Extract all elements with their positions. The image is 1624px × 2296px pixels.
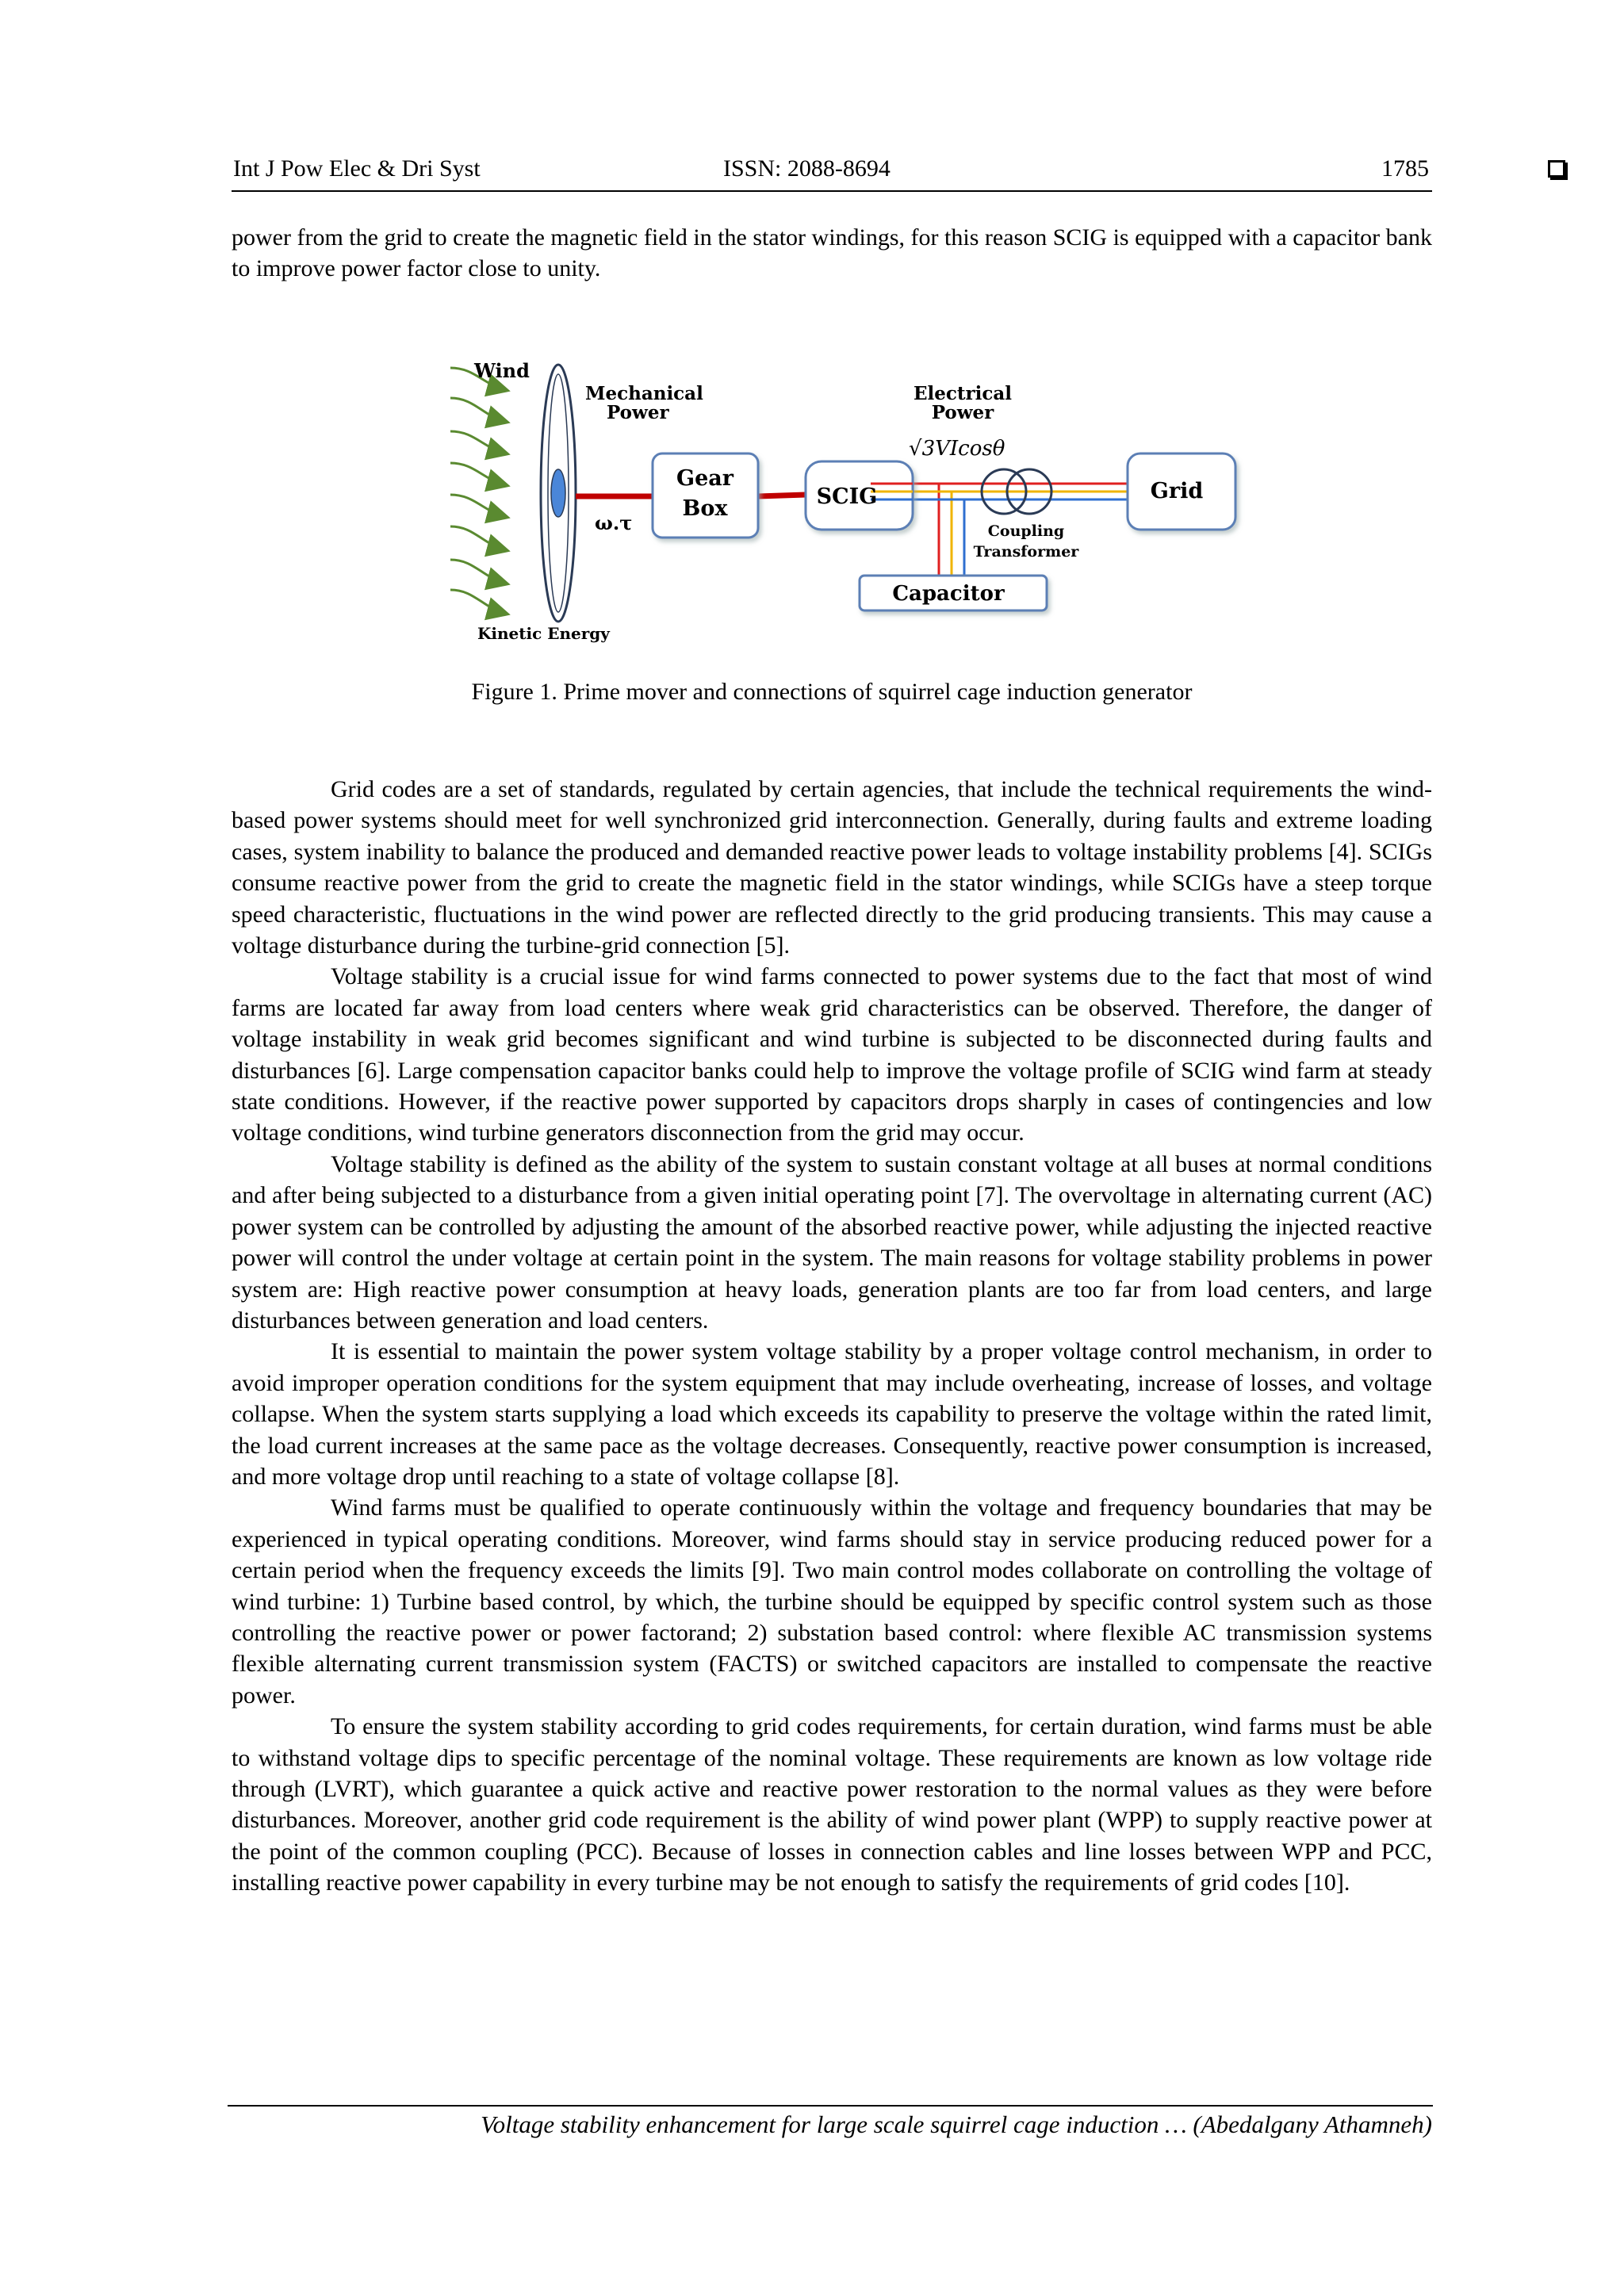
paragraph-1: Grid codes are a set of standards, regulated by certain agencies, that include the technical requirements the wind-based power systems should meet for well synchronized grid interconnection. Generally, during faults and extreme loading cases, system inability to balance the produced and demanded reactive power leads to voltage instability problems [4]. SCIGs consume reactive power from the grid to create the magnetic field in the stator windings, while SCIGs have a steep torque speed characteristic, fluctuations in the wind power are reflected directly to the grid producing transients. This may cause a voltage disturbance during the turbine-grid connection [5]. <box>232 776 1432 959</box>
issn: ISSN: 2088-8694 <box>723 155 891 182</box>
figure-caption: Figure 1. Prime mover and connections of squirrel cage induction generator <box>471 679 1193 705</box>
checkbox-square-icon <box>1548 160 1565 178</box>
footer-divider <box>228 2105 1433 2107</box>
paragraph-4: It is essential to maintain the power system voltage stability by a proper voltage control mechanism, in order to avoid improper operation conditions for the system equipment that may include overheating, increase of losses, and voltage collapse. When the system starts supplying a load which exceeds its capability to preserve the voltage within the rated limit, the load current increases at the same pace as the voltage decreases. Consequently, reactive power consumption is increased, and more voltage drop until reaching to a state of voltage collapse [8]. <box>232 1338 1432 1490</box>
scig-label: SCIG <box>816 484 878 509</box>
paragraph-5: Wind farms must be qualified to operate continuously within the voltage and frequency boundaries that may be experienced in typical operating conditions. Moreover, wind farms should stay in service producing reduced power for a certain period when the frequency exceeds the limits [9]. Two main control modes collaborate on controlling the voltage of wind turbine: 1) Turbine based control, by which, the turbine should be equipped by specific control system such as those controlling the reactive power or power factorand; 2) substation based control: where flexible AC transmission systems flexible alternating current transmission system (FACTS) or switched capacitors are installed to compensate the reactive power. <box>232 1494 1432 1709</box>
capacitor-wires <box>939 484 964 576</box>
paragraph-2: Voltage stability is a crucial issue for wind farms connected to power systems due to the fact that most of wind farms are located far away from load centers where weak grid characteristics can be observed. Therefore, the danger of voltage instability in weak grid becomes significant and wind turbine is subjected to be disconnected during faults and disturbances [6]. Large compensation capacitor banks could help to improve the voltage profile of SCIG wind farm at steady state conditions. However, if the reactive power supported by capacitors drops sharply in cases of contingencies and low voltage conditions, wind turbine generators disconnection from the grid may occur. <box>232 963 1432 1146</box>
journal-name: Int J Pow Elec & Dri Syst <box>233 155 481 182</box>
electrical-power-label: Power <box>931 402 994 423</box>
mechanical-label: Mechanical <box>585 383 703 404</box>
transformer-label: Transformer <box>973 543 1079 561</box>
phase-lines <box>898 484 1128 499</box>
figure-1 <box>427 352 1251 653</box>
intro-text <box>232 222 1432 285</box>
page-footer: Voltage stability enhancement for large scale squirrel cage induction … (Abedalgany Athamneh) <box>481 2110 1432 2138</box>
paragraph-6: To ensure the system stability according to grid codes requirements, for certain duration, wind farms must be able to withstand voltage dips to specific percentage of the nominal voltage. These requirements are known as low voltage ride through (LVRT), which guarantee a quick active and reactive power restoration to the normal values as they were before disturbances. Moreover, another grid code requirement is the ability of wind power plant (WPP) to supply reactive power at the point of the common coupling (PCC). Because of losses in connection cables and line losses between WPP and PCC, installing reactive power capability in every turbine may be not enough to satisfy the requirements of grid codes [10]. <box>232 1713 1432 1896</box>
body-text <box>232 774 1432 1899</box>
grid-label: Grid <box>1150 479 1204 503</box>
power-label: Power <box>607 402 669 423</box>
page-number: 1785 <box>1381 155 1429 182</box>
page-header <box>232 155 1432 192</box>
capacitor-label: Capacitor <box>892 582 1005 606</box>
omega-tau-label: ω.τ <box>595 511 633 534</box>
gear-label: Gear <box>676 466 733 491</box>
scig-diagram <box>427 352 1251 653</box>
wind-label: Wind <box>474 359 530 382</box>
box-label: Box <box>682 496 728 521</box>
formula-label: √3VIcosθ <box>909 437 1005 461</box>
intro-paragraph: power from the grid to create the magnetic field in the stator windings, for this reason SCIG is equipped with a capacitor bank to improve power factor close to unity. <box>232 224 1432 282</box>
paragraph-3: Voltage stability is defined as the ability of the system to sustain constant voltage at all buses at normal conditions and after being subjected to a disturbance from a given initial operating point [7]. The overvoltage in alternating current (AC) power system can be controlled by adjusting the amount of the absorbed reactive power, while adjusting the injected reactive power will control the under voltage at certain point in the system. The main reasons for voltage stability problems in power system are: High reactive power consumption at heavy loads, generation plants are too far from load centers, and large disturbances between generation and load centers. <box>232 1150 1432 1334</box>
turbine-blade-icon <box>541 365 576 622</box>
coupling-label: Coupling <box>987 522 1065 540</box>
kinetic-energy-label: Kinetic Energy <box>477 624 610 643</box>
wind-arrows-icon <box>450 368 506 614</box>
electrical-label: Electrical <box>913 383 1013 404</box>
shaft-line-2 <box>758 495 806 496</box>
